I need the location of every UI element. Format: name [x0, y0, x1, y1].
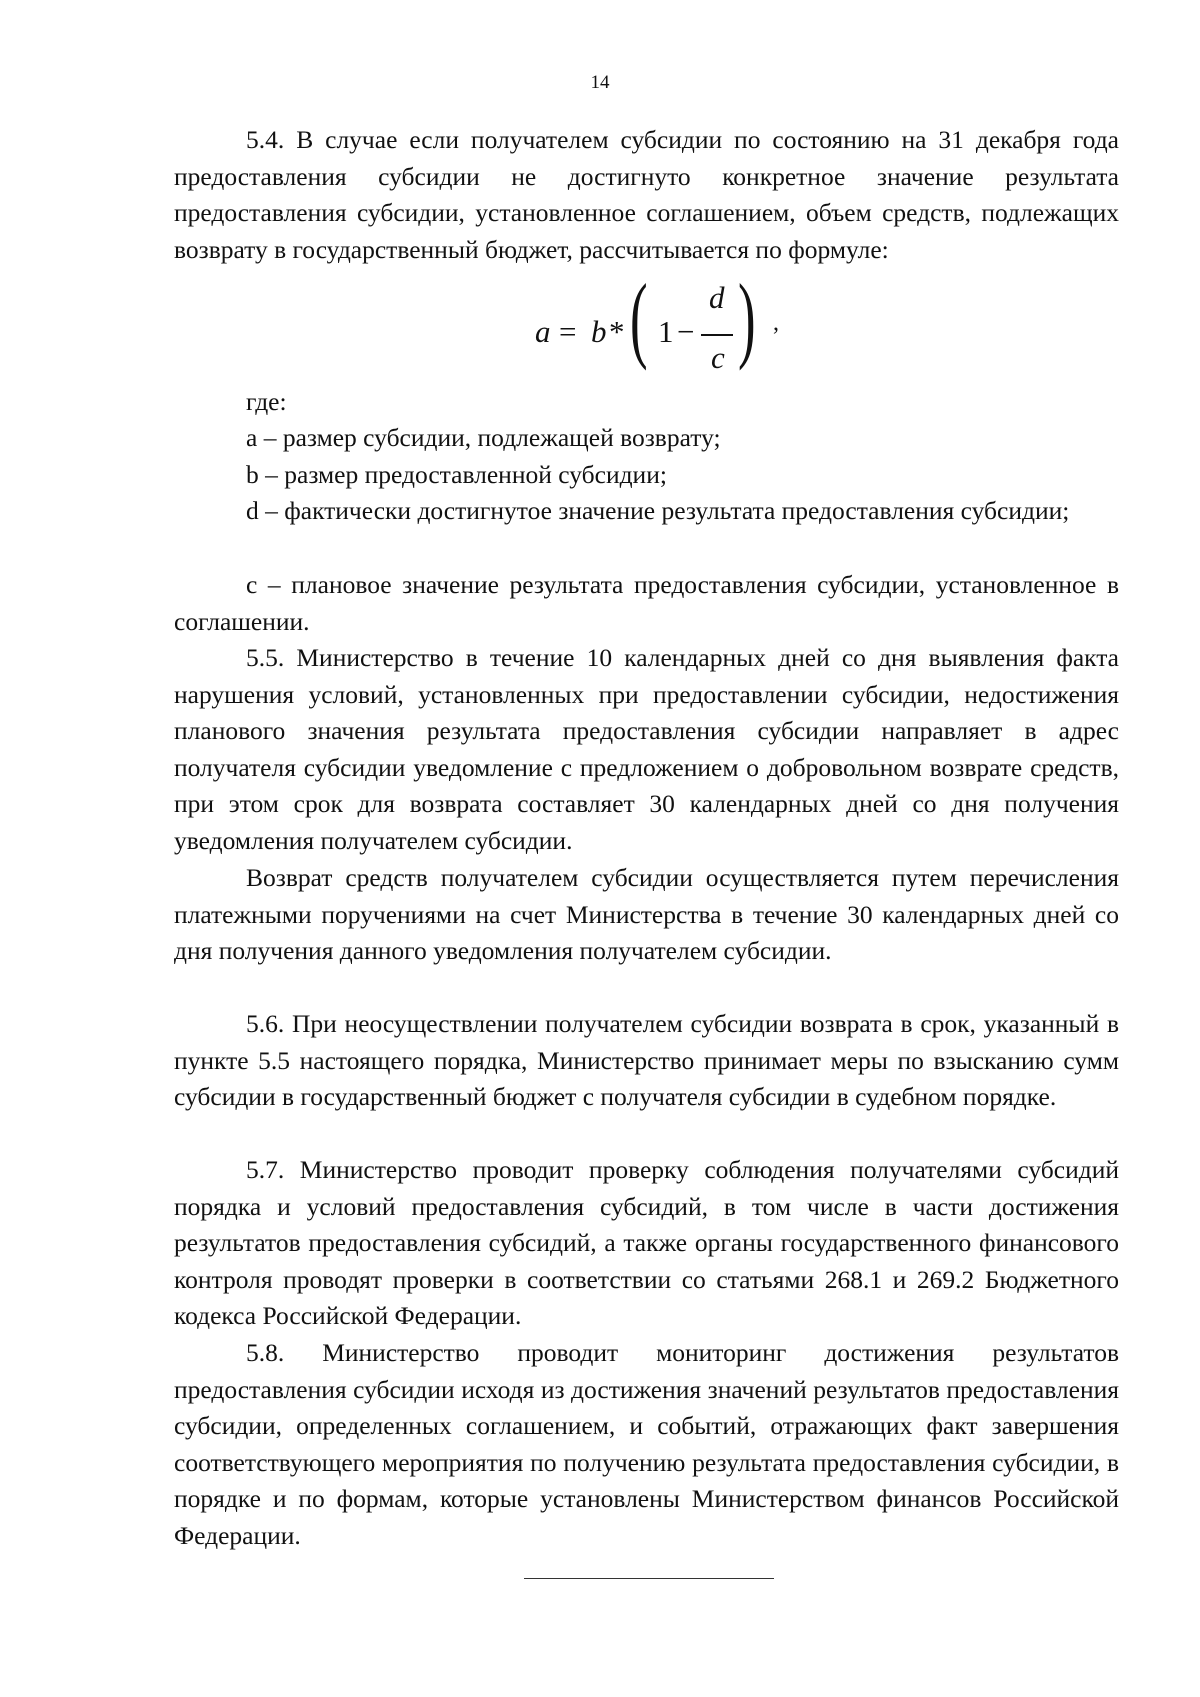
formula-var-b: b: [591, 314, 607, 349]
footer-divider: [524, 1578, 774, 1579]
paragraph-5-8: 5.8. Министерство проводит мониторинг достижения результатов предоставления субсидии исходя из достижения значений результатов предоставления субсидии, определенных соглашением, и событий, отражающих факт завершения соответствующего мероприятия по получению результата предоставления субсидии, в порядке и по формам, которые установлены Министерством финансов Российской Федерации.: [174, 1338, 1119, 1550]
formula-right-paren: ): [738, 264, 756, 371]
formula-left-paren: (: [630, 264, 648, 371]
formula-var-c: c: [711, 340, 725, 375]
formula-var-a: a: [535, 314, 551, 349]
paragraph-5-4: 5.4. В случае если получателем субсидии по состоянию на 31 декабря года предоставления субсидии не достигнуто конкретное значение результата предоставления субсидии, установленное соглашением, объем средств, подлежащих возврату в государственный бюджет, рассчитывается по формуле:: [174, 125, 1119, 264]
formula-fraction-bar: [701, 334, 733, 336]
formula: [535, 264, 795, 398]
definition-d: d – фактически достигнутое значение результата предоставления субсидии;: [246, 496, 1070, 525]
page-number: 14: [590, 72, 610, 93]
paragraph-5-5: 5.5. Министерство в течение 10 календарных дней со дня выявления факта нарушения условий, установленных при предоставлении субсидии, недостижения планового значения результата предоставления субсидии направляет в адрес получателя субсидии уведомление с предложением о добровольном возврате средств, при этом срок для возврата составляет 30 календарных дней со дня получения уведомления получателем субсидии.: [174, 643, 1119, 855]
paragraph-5-5-return: Возврат средств получателем субсидии осуществляется путем перечисления платежными поручениями на счет Министерства в течение 30 календарных дней со дня получения данного уведомления получателем субсидии.: [174, 863, 1119, 966]
paragraph-5-7: 5.7. Министерство проводит проверку соблюдения получателями субсидий порядка и условий предоставления субсидий, в том числе в части достижения результатов предоставления субсидий, а также органы государственного финансового контроля проводят проверки в соответствии со статьями 268.1 и 269.2 Бюджетного кодекса Российской Федерации.: [174, 1155, 1119, 1331]
definition-b: b – размер предоставленной субсидии;: [246, 460, 667, 489]
definition-a: a – размер субсидии, подлежащей возврату;: [246, 423, 721, 452]
formula-var-d: d: [709, 280, 725, 315]
formula-star: *: [609, 314, 625, 349]
formula-one: 1: [658, 314, 674, 349]
formula-equals: =: [559, 314, 577, 349]
paragraph-5-6: 5.6. При неосуществлении получателем субсидии возврата в срок, указанный в пункте 5.5 настоящего порядка, Министерство принимает меры по взысканию сумм субсидии в государственный бюджет с получателя субсидии в судебном порядке.: [174, 1009, 1119, 1112]
formula-minus: −: [677, 314, 695, 349]
where-label: где:: [246, 387, 287, 416]
formula-comma: ,: [773, 310, 779, 336]
definition-c: c – плановое значение результата предоставления субсидии, установленное в соглашении.: [174, 570, 1119, 636]
